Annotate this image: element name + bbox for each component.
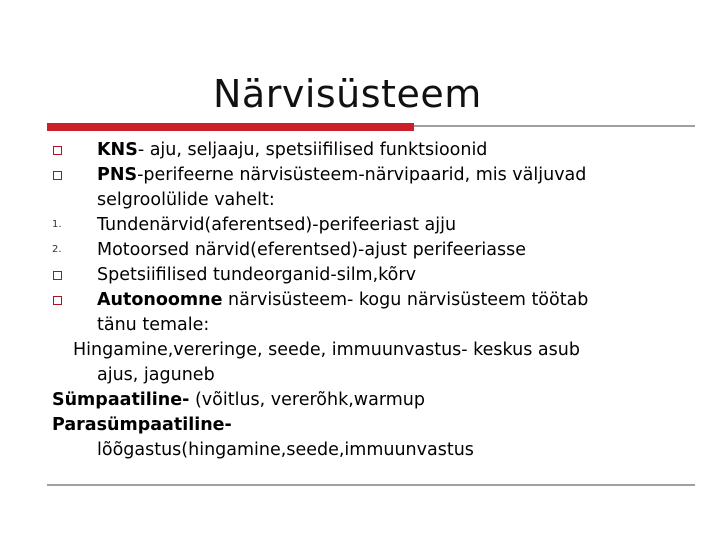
list-item-kns: [97, 138, 487, 163]
title-accent-bar: [47, 123, 414, 131]
list-item-sensory-nerves: Tundenärvid(aferentsed)-perifeeriast ajju: [97, 215, 457, 235]
functions-continuation: ajus, jaguneb: [97, 365, 215, 385]
kns-description: - aju, seljaaju, spetsiifilised funktsioonid: [137, 140, 488, 160]
square-bullet-icon: [53, 146, 62, 155]
functions-paragraph: Hingamine,vereringe, seede, immuunvastus- keskus asub: [73, 340, 580, 360]
sympathetic-description: (võitlus, vererõhk,warmup: [189, 390, 425, 410]
term-pns: PNS: [97, 165, 138, 185]
term-sympathetic: Sümpaatiline-: [52, 390, 190, 410]
list-item-motor-nerves: Motoorsed närvid(eferentsed)-ajust perifeeriasse: [97, 240, 526, 260]
term-kns: KNS: [97, 140, 138, 160]
footer-divider: [47, 484, 695, 486]
list-number: 1.: [52, 219, 62, 230]
term-autonomic: Autonoomne: [97, 290, 223, 310]
slide-title: Närvisüsteem: [213, 72, 482, 116]
square-bullet-icon: [53, 171, 62, 180]
square-bullet-icon: [53, 296, 62, 305]
sympathetic-paragraph: [52, 388, 425, 413]
term-parasympathetic: Parasümpaatiline-: [52, 415, 232, 435]
parasympathetic-paragraph: [52, 413, 232, 438]
list-number: 2.: [52, 244, 62, 255]
square-bullet-icon: [53, 271, 62, 280]
pns-description: -perifeerne närvisüsteem-närvipaarid, mis väljuvad: [137, 165, 587, 185]
list-item-pns: [97, 163, 586, 188]
pns-continuation: selgroolülide vahelt:: [97, 190, 275, 210]
autonomic-description: närvisüsteem- kogu närvisüsteem töötab: [222, 290, 589, 310]
parasympathetic-description: lõõgastus(hingamine,seede,immuunvastus: [97, 440, 474, 460]
autonomic-continuation: tänu temale:: [97, 315, 210, 335]
list-item-autonomic: [97, 288, 588, 313]
list-item-sense-organs: Spetsiifilised tundeorganid-silm,kõrv: [97, 265, 416, 285]
